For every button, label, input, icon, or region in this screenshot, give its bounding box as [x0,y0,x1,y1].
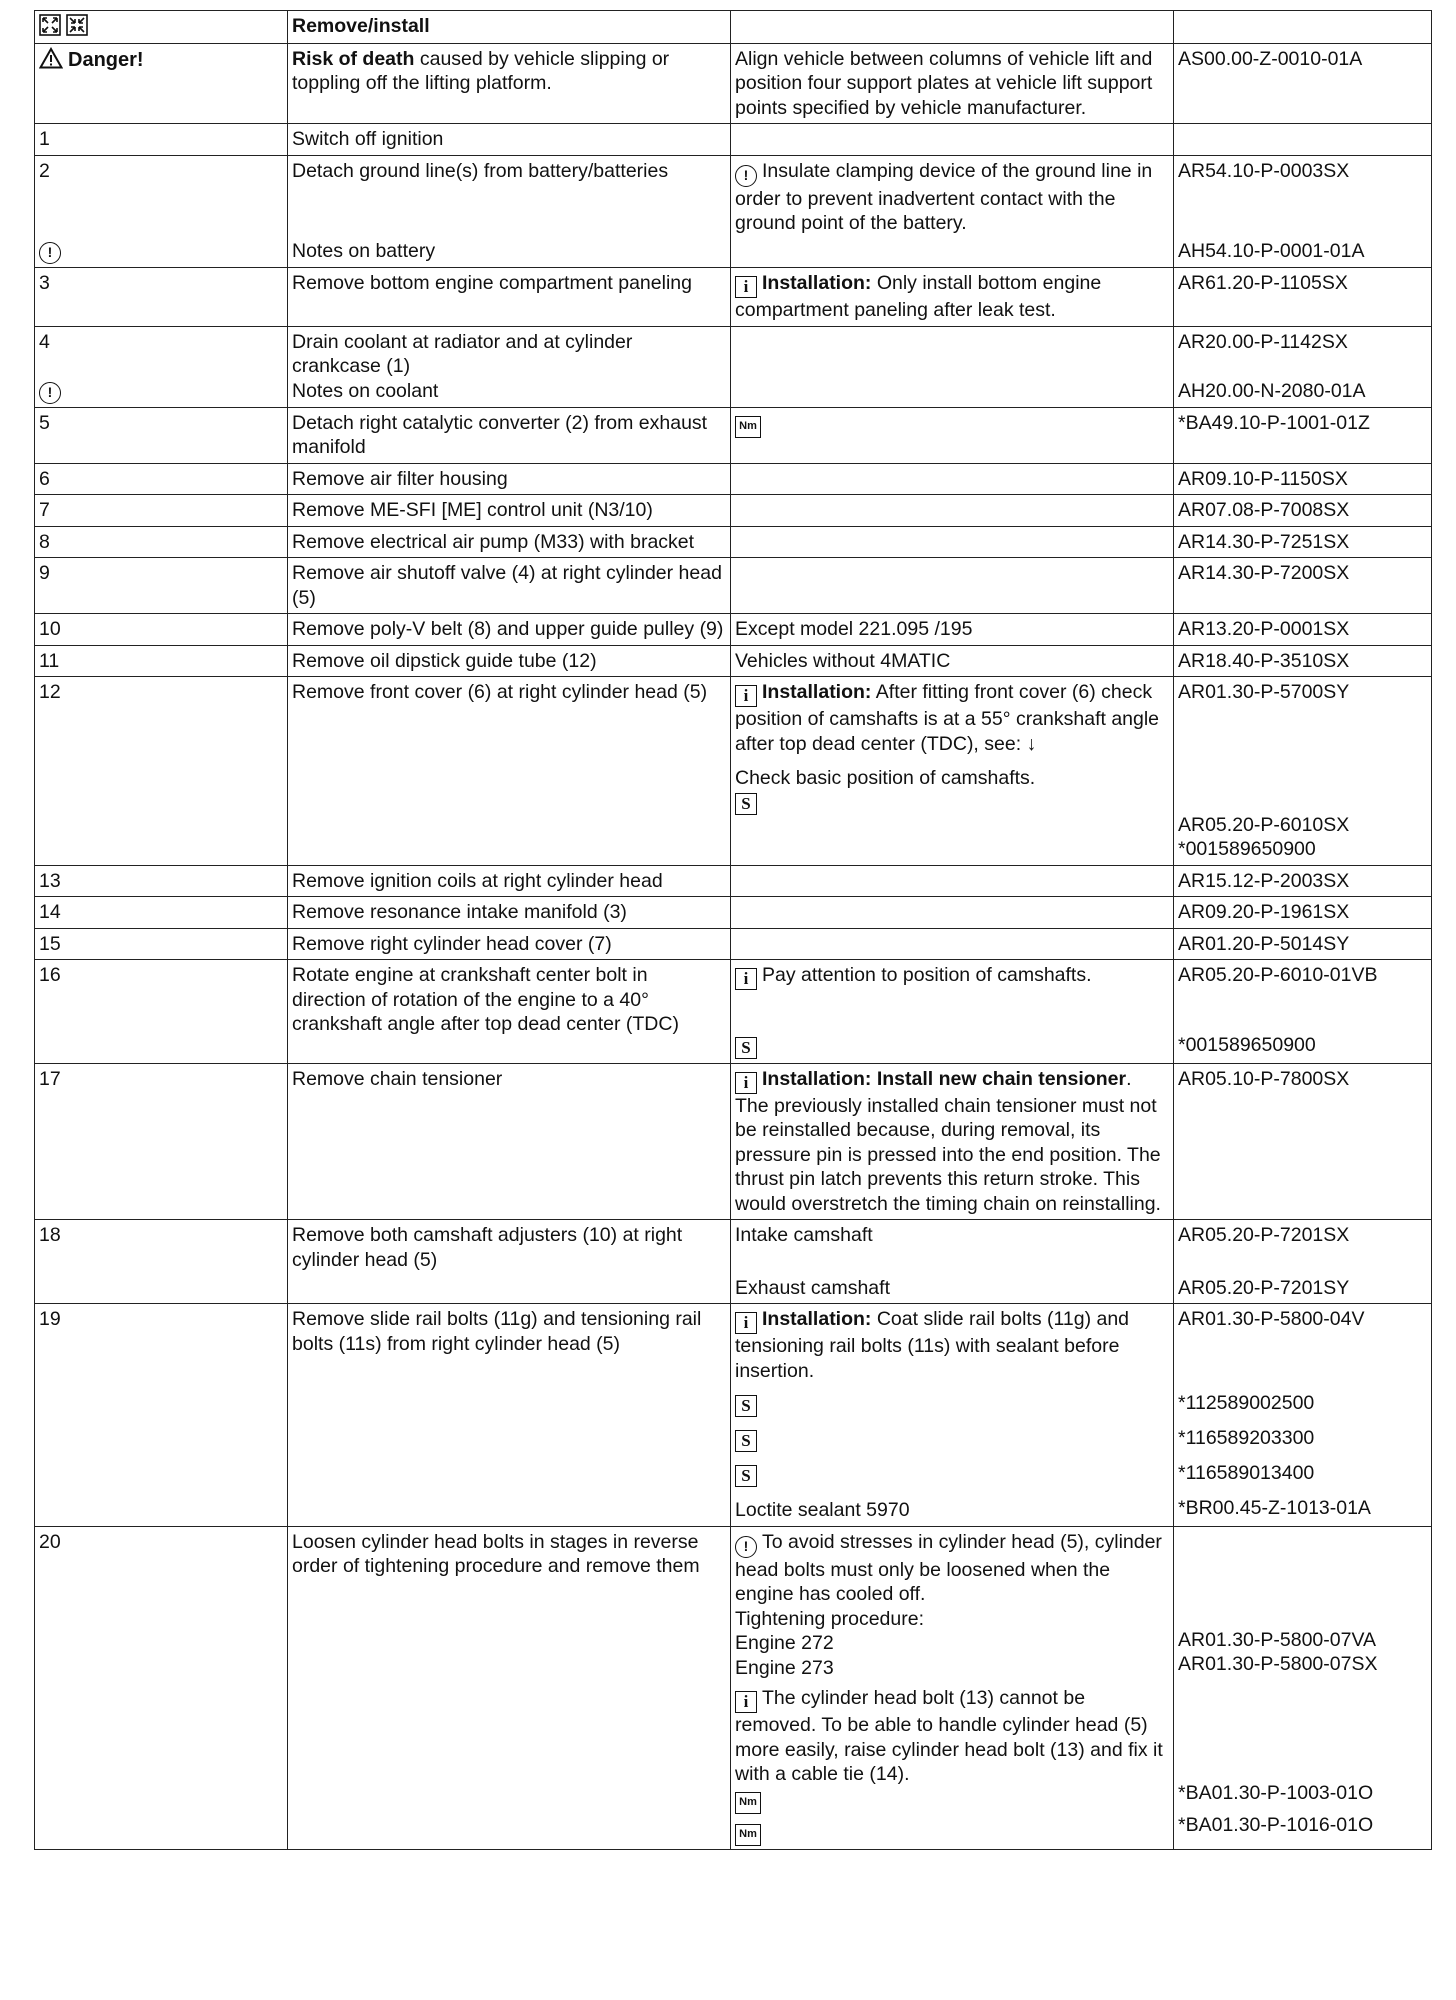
table-row [35,614,1432,646]
step-number: 8 [35,526,288,558]
ref-link[interactable]: AR09.10-P-1150SX [1174,463,1432,495]
table-row [35,463,1432,495]
step-note: Insulate clamping device of the ground line in order to prevent inadvertent contact with the ground point of the battery. [735,159,1153,234]
ref-link[interactable]: AR01.30-P-5700SY [1178,681,1350,703]
info-icon: i [735,968,757,990]
step-note: To avoid stresses in cylinder head (5), cylinder head bolts must only be loosened when the engine has cooled off. [735,1530,1162,1605]
torque-nm-icon[interactable]: Nm [735,416,761,438]
ref-link[interactable]: *BR00.45-Z-1013-01A [1178,1496,1371,1519]
step-number: 10 [35,614,288,646]
ref-link[interactable]: AR20.00-P-1142SX [1178,330,1348,353]
step-note: Except model 221.095 /195 [731,614,1174,646]
step-number: 3 [35,268,288,327]
step-text: Remove oil dipstick guide tube (12) [288,645,731,677]
ref-link[interactable]: *116589013400 [1178,1461,1315,1484]
step-subtext: Check basic position of camshafts. [735,767,1036,789]
step-number: 19 [35,1304,288,1527]
ref-link[interactable]: *001589650900 [1178,838,1316,860]
ref-link[interactable]: *001589650900 [1178,1033,1316,1056]
table-row [35,558,1432,614]
ref-link[interactable]: AR14.30-P-7200SX [1174,558,1432,614]
table-row [35,1220,1432,1304]
table-row [35,526,1432,558]
special-tool-icon[interactable]: S [735,1465,757,1487]
ref-link[interactable]: *116589203300 [1178,1426,1315,1449]
step-text: Remove air shutoff valve (4) at right cylinder head (5) [288,558,731,614]
ref-link[interactable]: AR61.20-P-1105SX [1174,268,1432,327]
table-row [35,1526,1432,1849]
ref-link[interactable]: AR15.12-P-2003SX [1174,865,1432,897]
ref-link[interactable]: *112589002500 [1178,1391,1315,1414]
ref-link[interactable]: AR14.30-P-7251SX [1174,526,1432,558]
step-note: Only install bottom engine compartment paneling after leak test. [735,272,1102,321]
step-number: 11 [35,645,288,677]
header-title: Remove/install [288,11,731,44]
torque-nm-icon[interactable]: Nm [735,1792,761,1814]
step-note: After fitting front cover (6) check position of camshafts is at a 55° crankshaft angle after top dead center (TDC), see: [735,681,1160,755]
ref-link[interactable]: AR01.30-P-5800-04V [1178,1308,1365,1330]
step-text: Remove resonance intake manifold (3) [288,897,731,929]
step-number: 18 [35,1220,288,1304]
note-circle-icon: ! [39,382,61,404]
step-number: 14 [35,897,288,929]
step-text: Remove right cylinder head cover (7) [288,928,731,960]
step-text: Detach right catalytic converter (2) from exhaust manifold [288,407,731,463]
step-subtext: Engine 273 [735,1656,834,1679]
info-icon: i [735,1691,757,1713]
ref-link[interactable]: AR01.30-P-5800-07VA [1178,1628,1377,1651]
table-row [35,326,1432,407]
step-subtext: Notes on battery [292,240,436,262]
special-tool-icon[interactable]: S [735,1395,757,1417]
ref-link[interactable]: AR18.40-P-3510SX [1174,645,1432,677]
step-text: Remove air filter housing [288,463,731,495]
danger-row [35,43,1432,124]
step-number: 7 [35,495,288,527]
ref-link[interactable]: AR09.20-P-1961SX [1174,897,1432,929]
table-row [35,124,1432,156]
table-row [35,645,1432,677]
step-text: Remove ME-SFI [ME] control unit (N3/10) [288,495,731,527]
table-row [35,407,1432,463]
table-row: 19 Remove slide rail bolts (11g) and tensioning rail bolts (11s) from right cylinder head (5) i Installation: Coat slide rail bolts (11g) and tensioning rail bolts (11s) with sealant before insertion. S S S Loctite sealant 5970 AR01.30-P-5800-04V *112589002500 *116589203300 *116589013400 *BR00.45-Z-1013-01A [35,1304,1432,1527]
step-number: 20 [35,1526,288,1849]
table-row [35,928,1432,960]
step-number: 17 [35,1063,288,1220]
sealant-text: Loctite sealant 5970 [735,1499,910,1521]
ref-link[interactable]: *BA01.30-P-1016-01O [1178,1813,1374,1836]
ref-link[interactable]: AR05.20-P-6010SX [1178,813,1350,836]
table-row [35,865,1432,897]
step-note: . The previously installed chain tensioner must not be reinstalled because, during removal, its pressure pin is pressed into the end position. The thrust pin latch prevents this return stroke. This would overstretch the timing chain on reinstalling. [735,1067,1161,1215]
table-row [35,960,1432,1064]
step-text: Remove bottom engine compartment paneling [288,268,731,327]
collapse-icon [66,14,88,36]
ref-link[interactable]: AR07.08-P-7008SX [1174,495,1432,527]
danger-risk-text: caused by vehicle slipping or toppling off the lifting platform. [292,47,670,94]
special-tool-icon[interactable]: S [735,1037,757,1059]
step-number: 5 [35,407,288,463]
step-note: Vehicles without 4MATIC [731,645,1174,677]
step-number: 12 [35,677,288,866]
header-row [35,11,1432,44]
step-text: Remove ignition coils at right cylinder head [288,865,731,897]
header-icons-cell [35,11,288,44]
step-text: Remove electrical air pump (M33) with bracket [288,526,731,558]
step-number: 15 [35,928,288,960]
ref-link[interactable]: AR05.20-P-7201SX [1178,1224,1350,1246]
torque-nm-icon[interactable]: Nm [735,1824,761,1846]
ref-link[interactable]: AH20.00-N-2080-01A [1178,379,1366,402]
step-number: 16 [35,960,288,1064]
table-row [35,897,1432,929]
danger-note: Align vehicle between columns of vehicle lift and position four support plates at vehicle lift support points specified by vehicle manufacturer. [731,43,1174,124]
step-text: Detach ground line(s) from battery/batteries [292,159,669,182]
warning-triangle-icon [39,47,63,69]
ref-link[interactable]: AR13.20-P-0001SX [1174,614,1432,646]
special-tool-icon[interactable]: S [735,793,757,815]
danger-risk-bold: Risk of death [292,47,415,70]
step-text: Remove chain tensioner [288,1063,731,1220]
step-text: Remove slide rail bolts (11g) and tensioning rail bolts (11s) from right cylinder head (5) [288,1304,731,1527]
ref-link[interactable]: AR54.10-P-0003SX [1178,159,1350,182]
info-icon: i [735,1072,757,1094]
step-note: Pay attention to position of camshafts. [762,964,1092,986]
step-number: 4 [39,330,50,353]
table-row: 12 Remove front cover (6) at right cylinder head (5) i Installation: After fitting front cover (6) check position of camshafts is at a 55° crankshaft angle after top dead center (TDC), see: ↓ Check basic position of camshafts. S AR01.30-P-5700SY AR05.20-P-6010SX *001589650900 [35,677,1432,866]
step-note: The cylinder head bolt (13) cannot be removed. To be able to handle cylinder head (5) more easily, raise cylinder head bolt (13) and fix it with a cable tie (14). [735,1687,1163,1785]
step-number: 13 [35,865,288,897]
step-text: Remove both camshaft adjusters (10) at right cylinder head (5) [288,1220,731,1304]
step-text: Loosen cylinder head bolts in stages in reverse order of tightening procedure and remove them [288,1526,731,1849]
step-subtext: Tightening procedure: [735,1607,924,1630]
step-text: Rotate engine at crankshaft center bolt in direction of rotation of the engine to a 40° crankshaft angle after top dead center (TDC) [288,960,731,1064]
special-tool-icon[interactable]: S [735,1430,757,1452]
ref-link[interactable]: AR01.30-P-5800-07SX [1178,1653,1378,1675]
step-note: Coat slide rail bolts (11g) and tensioning rail bolts (11s) with sealant before insertion. [735,1308,1130,1382]
ref-link[interactable]: *BA01.30-P-1003-01O [1178,1781,1374,1804]
note-circle-icon: ! [735,165,757,187]
step-number: 1 [35,124,288,156]
step-number: 2 [39,159,50,182]
ref-link[interactable]: AR05.20-P-7201SY [1178,1276,1350,1299]
step-text: Switch off ignition [288,124,731,156]
note-circle-icon: ! [39,242,61,264]
table-row: 3 Remove bottom engine compartment paneling i Installation: Only install bottom engine compartment paneling after leak test. AR61.20-P-1105SX [35,268,1432,327]
step-text: Remove front cover (6) at right cylinder head (5) [288,677,731,866]
info-icon: i [735,276,757,298]
note-circle-icon: ! [735,1536,757,1558]
procedure-table [34,10,1432,1850]
danger-label: Danger! [68,48,144,71]
step-subtext: Notes on coolant [292,379,439,402]
table-row: 17 Remove chain tensioner i Installation: Install new chain tensioner. The previously installed chain tensioner must not be reinstalled because, during removal, its pressure pin is pressed into the end position. The thrust pin latch prevents this return stroke. This would overstretch the timing chain on reinstalling. AR05.10-P-7800SX [35,1063,1432,1220]
step-note: Intake camshaft [735,1224,873,1246]
table-row [35,155,1432,268]
step-text: Remove poly-V belt (8) and upper guide pulley (9) [288,614,731,646]
ref-link[interactable]: *BA49.10-P-1001-01Z [1174,407,1432,463]
ref-link[interactable]: AH54.10-P-0001-01A [1178,240,1365,262]
step-number: 9 [35,558,288,614]
danger-ref[interactable]: AS00.00-Z-0010-01A [1174,43,1432,124]
step-text: Drain coolant at radiator and at cylinder crankcase (1) [292,330,633,377]
ref-link[interactable]: AR05.10-P-7800SX [1174,1063,1432,1220]
ref-link[interactable]: AR05.20-P-6010-01VB [1178,964,1378,986]
step-subtext: Exhaust camshaft [735,1276,890,1299]
step-number: 6 [35,463,288,495]
expand-icon [39,14,61,36]
table-row [35,495,1432,527]
info-icon: i [735,685,757,707]
info-icon: i [735,1312,757,1334]
arrow-down-icon[interactable]: ↓ [1026,732,1037,755]
step-subtext: Engine 272 [735,1632,834,1654]
ref-link[interactable]: AR01.20-P-5014SY [1174,928,1432,960]
